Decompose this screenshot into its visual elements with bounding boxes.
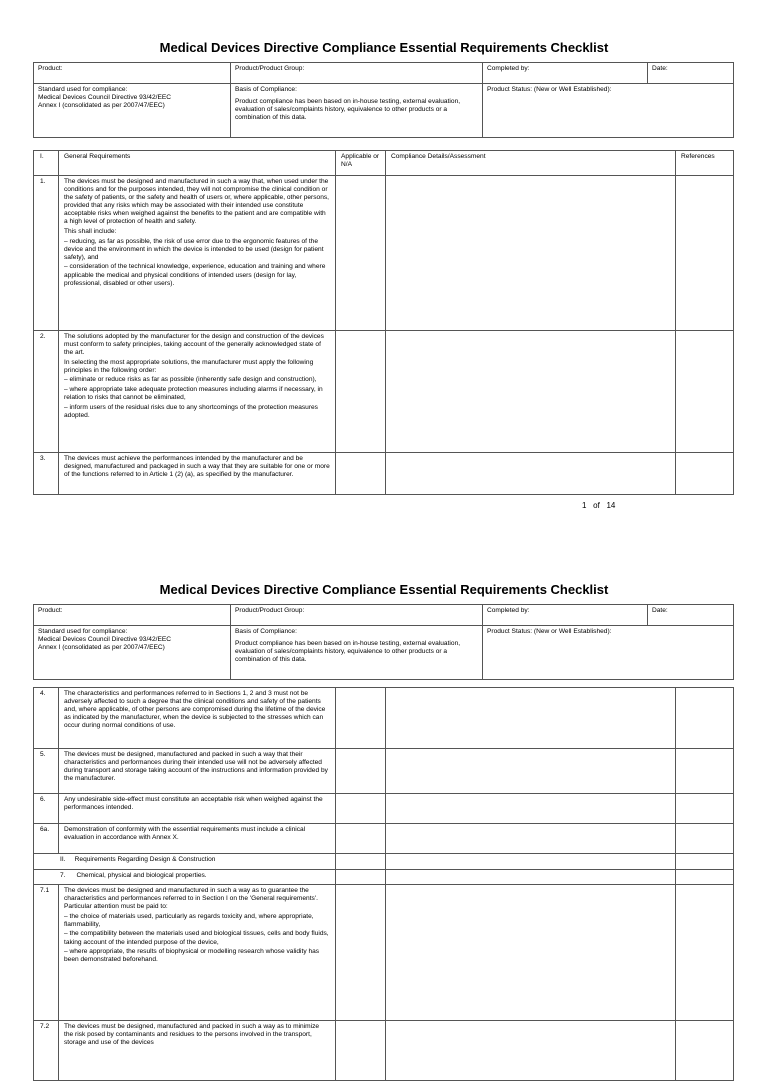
standard-cell bbox=[34, 84, 231, 138]
completed-by-cell bbox=[483, 63, 648, 84]
compliance-cell[interactable] bbox=[386, 688, 676, 749]
product-status-cell bbox=[483, 626, 734, 680]
date-label: Date: bbox=[652, 65, 668, 72]
completed-by-label: Completed by: bbox=[487, 65, 530, 72]
references-cell[interactable] bbox=[676, 688, 734, 749]
requirement-para: In selecting the most appropriate solutions, the manufacturer must apply the following principles in the following order: bbox=[64, 358, 314, 374]
applicable-cell[interactable] bbox=[336, 885, 386, 1021]
references-cell[interactable] bbox=[676, 176, 734, 331]
references-cell[interactable] bbox=[676, 870, 734, 885]
references-cell[interactable] bbox=[676, 453, 734, 495]
compliance-cell[interactable] bbox=[386, 453, 676, 495]
section-row bbox=[34, 870, 734, 885]
product-status-label: Product Status: (New or Well Established): bbox=[487, 86, 612, 93]
compliance-cell[interactable] bbox=[386, 870, 676, 885]
section-row bbox=[34, 854, 734, 870]
product-status-label: Product Status: (New or Well Established): bbox=[487, 628, 612, 635]
date-label: Date: bbox=[652, 607, 668, 614]
row-number: 2. bbox=[34, 331, 59, 453]
requirement-para: – where appropriate take adequate protection measures including alarms if necessary, in relation to risks that cannot be eliminated, bbox=[64, 386, 323, 402]
applicable-cell[interactable] bbox=[336, 331, 386, 453]
product-group-cell bbox=[231, 63, 483, 84]
completed-by-cell bbox=[483, 605, 648, 626]
requirement-text bbox=[59, 331, 336, 453]
requirement-para: – inform users of the residual risks due to any shortcomings of the protection measures adopted. bbox=[64, 403, 318, 419]
requirement-text bbox=[59, 1021, 336, 1081]
applicable-cell[interactable] bbox=[336, 453, 386, 495]
basis-text: Product compliance has been based on in-house testing, external evaluation, evaluation of sales/complaints history, equivalence to other products or a combination of this data. bbox=[235, 98, 461, 122]
compliance-cell[interactable] bbox=[386, 824, 676, 854]
standard-line: Medical Devices Council Directive 93/42/EEC bbox=[38, 636, 172, 644]
requirement-text bbox=[59, 176, 336, 331]
applicable-cell[interactable] bbox=[336, 794, 386, 824]
compliance-cell[interactable] bbox=[386, 331, 676, 453]
row-number: 6a. bbox=[34, 824, 59, 854]
compliance-cell[interactable] bbox=[386, 794, 676, 824]
requirement-para: – reducing, as far as possible, the risk of use error due to the ergonomic features of the device and the environment in which the device is intended to be used (design for patient safety), and bbox=[64, 237, 324, 261]
product-group-label: Product/Product Group: bbox=[235, 607, 305, 614]
table-row bbox=[34, 749, 734, 794]
compliance-cell[interactable] bbox=[386, 176, 676, 331]
requirement-para: The devices must be designed, manufactured and packed in such a way that their characteristics and performances during their intended use will not be adversely affected during transport and storage taking account of the instructions and information provided by the manufacturer. bbox=[64, 751, 328, 783]
references-cell[interactable] bbox=[676, 331, 734, 453]
page-current: 1 bbox=[582, 501, 587, 510]
product-status-cell bbox=[483, 84, 734, 138]
standard-line: Medical Devices Council Directive 93/42/EEC bbox=[38, 94, 172, 102]
basis-title: Basis of Compliance: bbox=[235, 86, 297, 93]
requirement-para: Any undesirable side-effect must constitute an acceptable risk when weighed against the performances intended. bbox=[64, 796, 323, 812]
basis-cell bbox=[231, 84, 483, 138]
applicable-cell[interactable] bbox=[336, 749, 386, 794]
applicable-cell[interactable] bbox=[336, 1021, 386, 1081]
applicable-cell[interactable] bbox=[336, 688, 386, 749]
section-heading bbox=[34, 854, 336, 870]
table-row bbox=[34, 176, 734, 331]
requirement-para: The solutions adopted by the manufacturer for the design and construction of the devices must conform to safety principles, taking account of the generally acknowledged state of the art. bbox=[64, 333, 324, 357]
standard-line: Annex I (consolidated as per 2007/47/EEC) bbox=[38, 644, 165, 652]
applicable-cell[interactable] bbox=[336, 870, 386, 885]
table-row bbox=[34, 1021, 734, 1081]
product-group-cell bbox=[231, 605, 483, 626]
product-label: Product: bbox=[38, 65, 63, 72]
header-table bbox=[33, 604, 734, 680]
applicable-cell[interactable] bbox=[336, 824, 386, 854]
row-number: 4. bbox=[34, 688, 59, 749]
row-number: 7.1 bbox=[34, 885, 59, 1021]
row-number: 3. bbox=[34, 453, 59, 495]
compliance-header: Compliance Details/Assessment bbox=[386, 151, 676, 176]
references-cell[interactable] bbox=[676, 885, 734, 1021]
requirement-para: Demonstration of conformity with the essential requirements must include a clinical evaluation in accordance with Annex X. bbox=[64, 826, 306, 842]
requirement-para: The devices must be designed and manufactured in such a way as to guarantee the characteristics and performances referred to in Section I on the 'General requirements'. Particular attention must be paid to: bbox=[64, 887, 318, 911]
requirement-text bbox=[59, 749, 336, 794]
applicable-cell[interactable] bbox=[336, 176, 386, 331]
requirement-text bbox=[59, 794, 336, 824]
table-row bbox=[34, 331, 734, 453]
product-cell bbox=[34, 605, 231, 626]
requirement-para: The devices must achieve the performances intended by the manufacturer and be designed, manufactured and packaged in such a way that they are suitable for one or more of the functions referred to in Article 1 (2) (a), as specified by the manufacturer. bbox=[64, 455, 330, 479]
requirement-para: – where appropriate, the results of biophysical or modelling research whose validity has been demonstrated beforehand. bbox=[64, 948, 320, 964]
requirement-text bbox=[59, 688, 336, 749]
compliance-cell[interactable] bbox=[386, 854, 676, 870]
row-number: 6. bbox=[34, 794, 59, 824]
row-number: 1. bbox=[34, 176, 59, 331]
requirement-para: The characteristics and performances referred to in Sections 1, 2 and 3 must not be adversely affected to such a degree that the clinical conditions and safety of the patients and, where applicable, of other persons are compromised during the lifetime of the device as indicated by the manufacturer, when the device is subjected to the stresses which can occur during normal conditions of use. bbox=[64, 690, 326, 730]
requirement-para: – eliminate or reduce risks as far as possible (inherently safe design and construction), bbox=[64, 376, 317, 384]
references-header: References bbox=[676, 151, 734, 176]
compliance-cell[interactable] bbox=[386, 749, 676, 794]
page-total: 14 bbox=[606, 501, 616, 510]
completed-by-label: Completed by: bbox=[487, 607, 530, 614]
section-num: II. bbox=[60, 856, 66, 863]
page-of: of bbox=[593, 501, 600, 510]
table-row bbox=[34, 824, 734, 854]
section-title: Requirements Regarding Design & Construction bbox=[74, 856, 216, 863]
requirement-text bbox=[59, 453, 336, 495]
header-table bbox=[33, 62, 734, 138]
requirement-text bbox=[59, 824, 336, 854]
references-cell[interactable] bbox=[676, 749, 734, 794]
date-cell bbox=[648, 605, 734, 626]
requirement-para: The devices must be designed, manufactured and packed in such a way as to minimize the risk posed by contaminants and residues to the persons involved in the transport, storage and use of the devices bbox=[64, 1023, 320, 1047]
section-num: I. bbox=[34, 151, 59, 176]
product-group-label: Product/Product Group: bbox=[235, 65, 305, 72]
table-row bbox=[34, 885, 734, 1021]
standard-line: Standard used for compliance: bbox=[38, 86, 128, 93]
section-title: Chemical, physical and biological properties. bbox=[76, 872, 207, 879]
date-cell bbox=[648, 63, 734, 84]
product-label: Product: bbox=[38, 607, 63, 614]
compliance-cell[interactable] bbox=[386, 885, 676, 1021]
basis-text: Product compliance has been based on in-house testing, external evaluation, evaluation of sales/complaints history, equivalence to other products or a combination of this data. bbox=[235, 640, 461, 664]
references-cell[interactable] bbox=[676, 1021, 734, 1081]
references-cell[interactable] bbox=[676, 824, 734, 854]
product-cell bbox=[34, 63, 231, 84]
references-cell[interactable] bbox=[676, 854, 734, 870]
section-heading bbox=[34, 870, 336, 885]
row-number: 7.2 bbox=[34, 1021, 59, 1081]
section-title: General Requirements bbox=[59, 151, 336, 176]
table-row bbox=[34, 794, 734, 824]
standard-line: Annex I (consolidated as per 2007/47/EEC) bbox=[38, 102, 165, 110]
doc-title: Medical Devices Directive Compliance Essential Requirements Checklist bbox=[159, 582, 609, 597]
requirement-para: This shall include: bbox=[64, 228, 117, 236]
page-number bbox=[582, 501, 615, 510]
requirement-para: – the compatibility between the materials used and biological tissues, cells and body fluids, taking account of the intended purpose of the device, bbox=[64, 930, 329, 946]
applicable-header: Applicable or N/A bbox=[336, 151, 386, 176]
table-row bbox=[34, 688, 734, 749]
row-number: 5. bbox=[34, 749, 59, 794]
requirements-table-page-2 bbox=[33, 687, 734, 1081]
basis-title: Basis of Compliance: bbox=[235, 628, 297, 635]
standard-line: Standard used for compliance: bbox=[38, 628, 128, 635]
standard-cell bbox=[34, 626, 231, 680]
requirement-para: – the choice of materials used, particularly as regards toxicity and, where appropriate, flammability, bbox=[64, 912, 314, 928]
requirement-text bbox=[59, 885, 336, 1021]
compliance-cell[interactable] bbox=[386, 1021, 676, 1081]
references-cell[interactable] bbox=[676, 794, 734, 824]
table-header-row bbox=[34, 151, 734, 176]
table-row bbox=[34, 453, 734, 495]
applicable-cell[interactable] bbox=[336, 854, 386, 870]
section-num: 7. bbox=[60, 872, 66, 879]
requirement-para: The devices must be designed and manufactured in such a way that, when used under the conditions and for the purposes intended, they will not compromise the clinical condition or the safety of patients, or the safety and health of users or, where applicable, other persons, provided that any risks which may be associated with their intended use constitute acceptable risks when weighed against the benefits to the patient and are compatible with a high level of protection of health and safety. bbox=[64, 178, 330, 226]
requirements-table-page-1 bbox=[33, 150, 734, 495]
basis-cell bbox=[231, 626, 483, 680]
requirement-para: – consideration of the technical knowledge, experience, education and training and where applicable the medical and physical conditions of intended users (design for lay, professional, disabled or other users). bbox=[64, 263, 326, 287]
doc-title: Medical Devices Directive Compliance Essential Requirements Checklist bbox=[159, 40, 609, 55]
